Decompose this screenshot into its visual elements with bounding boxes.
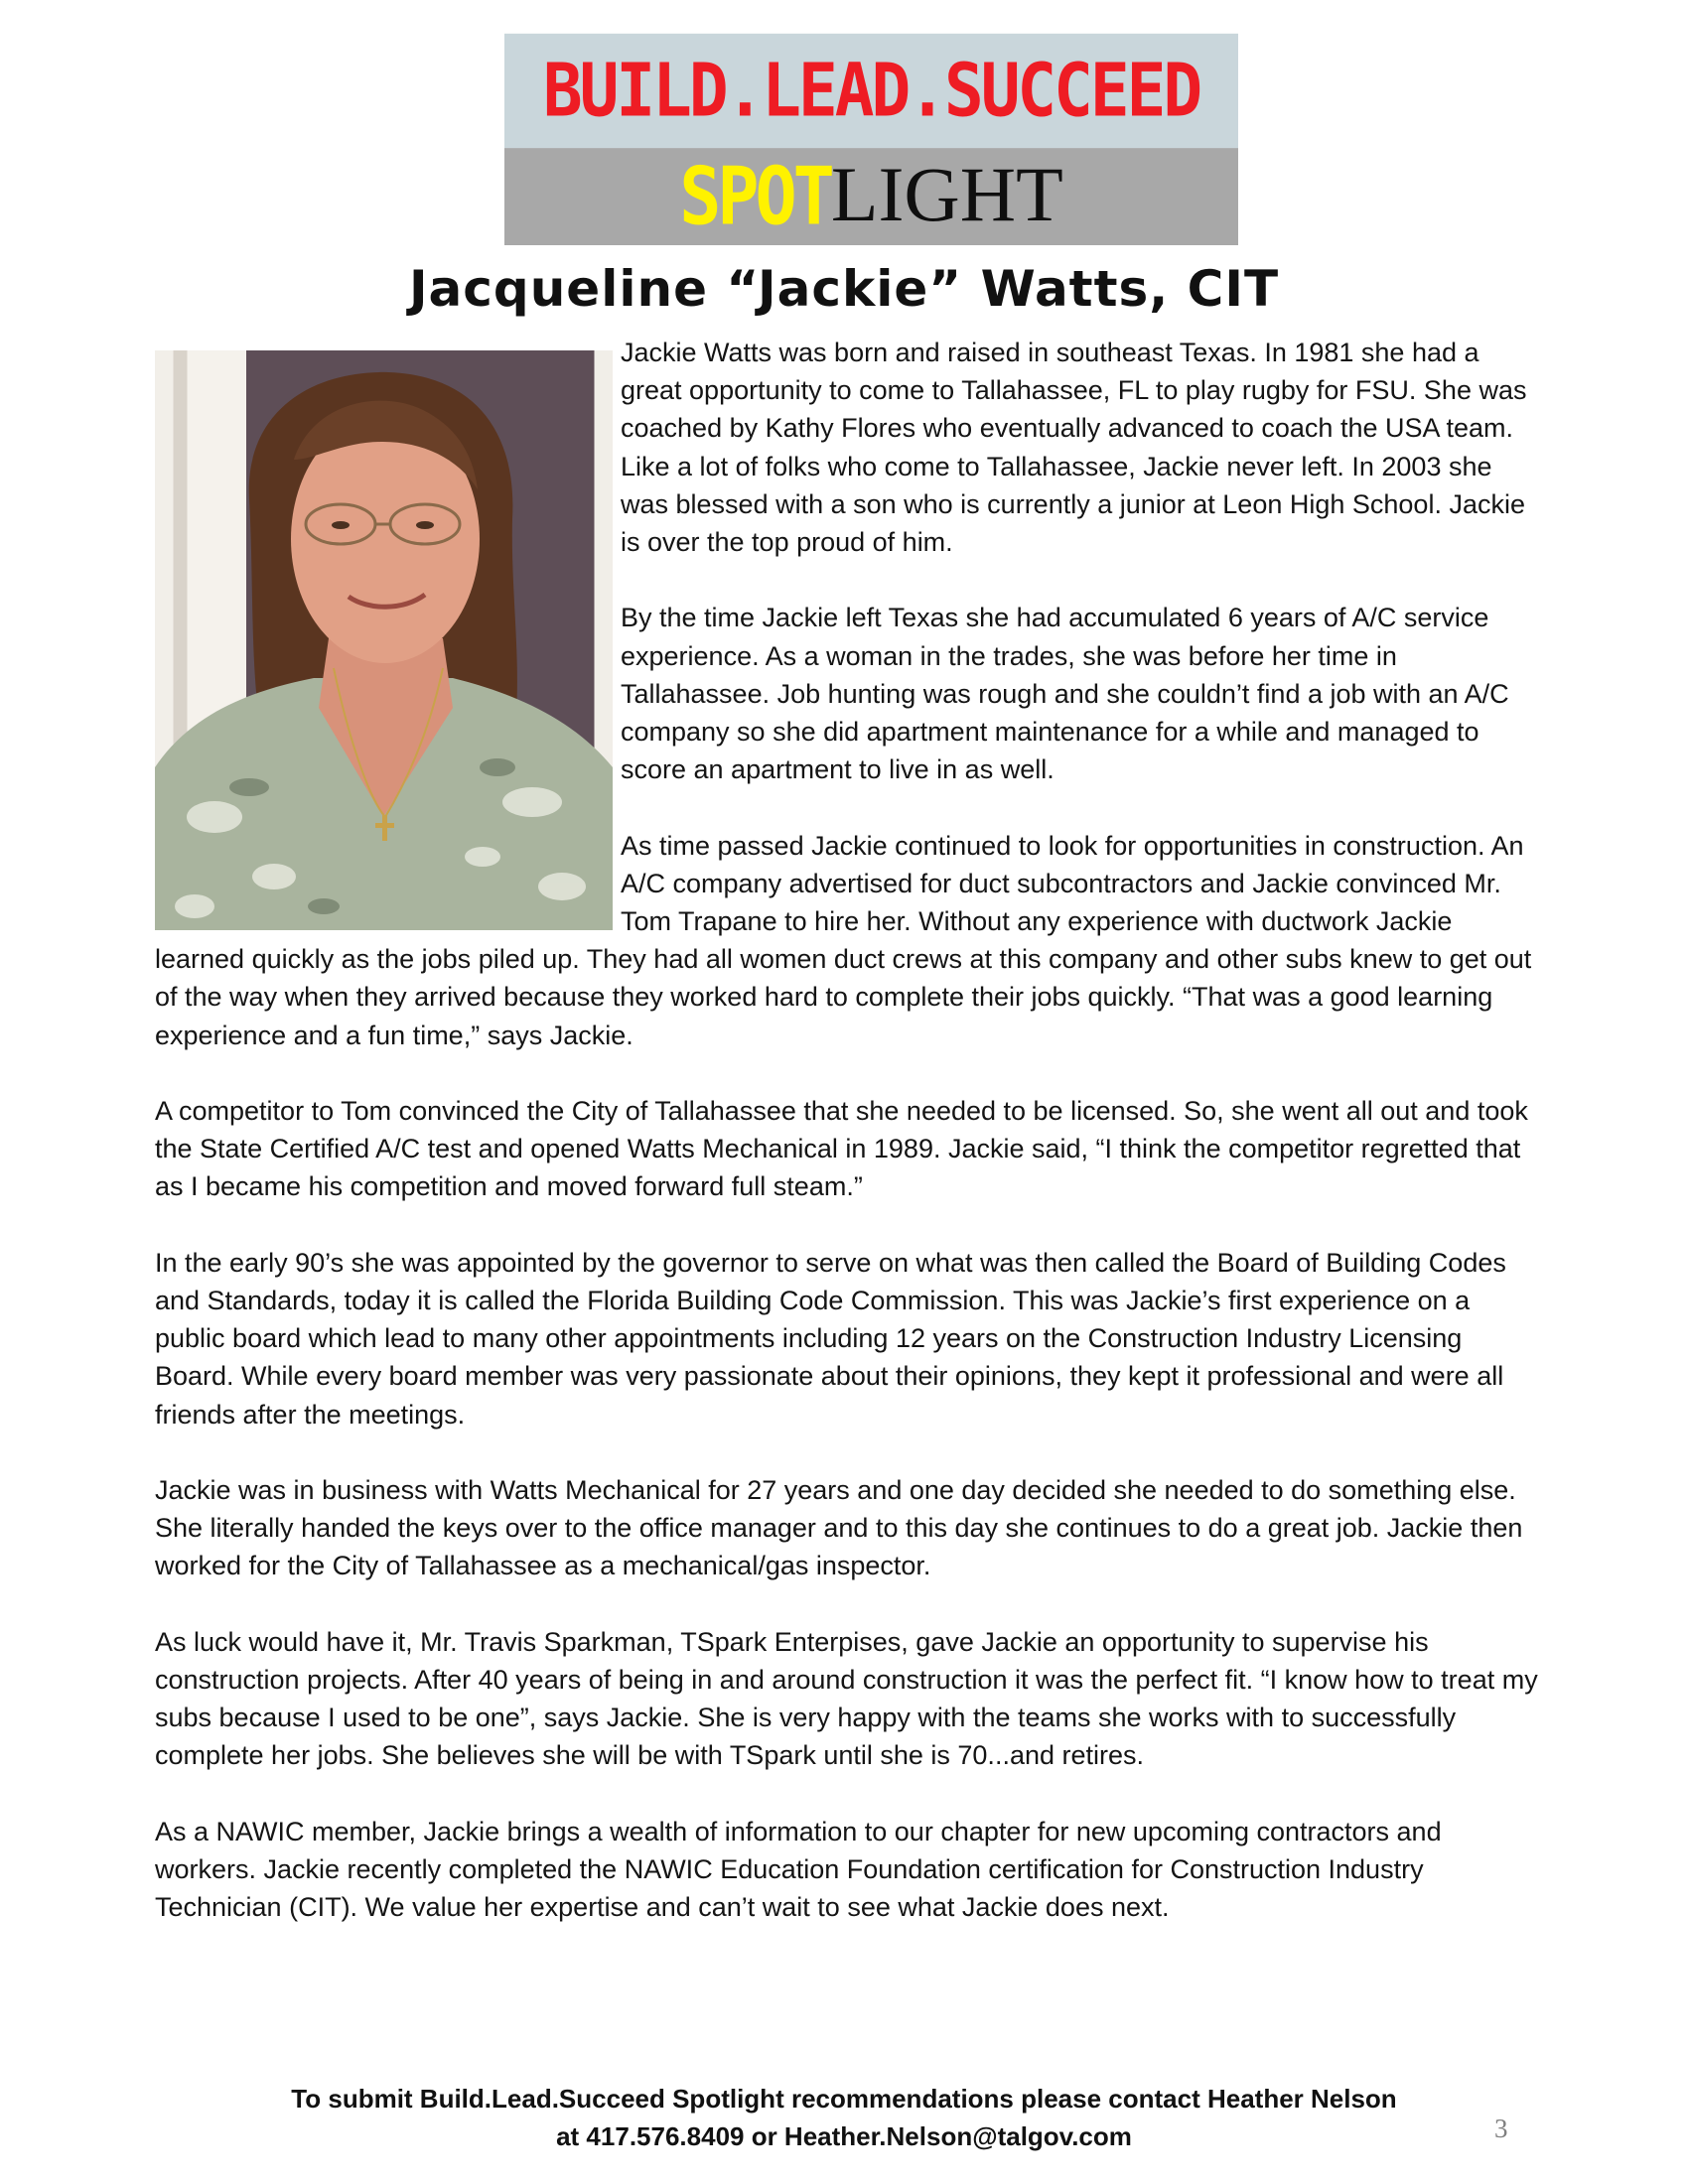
banner-light-word: LIGHT <box>830 151 1063 237</box>
spotlight-banner <box>504 40 1238 245</box>
paragraph: A competitor to Tom convinced the City of Tallahassee that she needed to be licensed. So, she went all out and took the State Certified A/C test and opened Watts Mechanical in 1989. Jackie said, “I think the competitor regretted that as I became his competition and moved forward full steam.” <box>155 1096 1528 1202</box>
paragraph: By the time Jackie left Texas she had accumulated 6 years of A/C service experience. As a woman in the trades, she was before her time in Tallahassee. Job hunting was rough and she couldn’t find a job with an A/C company so she did apartment maintenance for a while and managed to score an apartment to live in as well. <box>621 603 1509 785</box>
portrait-photo <box>155 350 613 930</box>
article-body <box>155 334 1541 1965</box>
paragraph: As luck would have it, Mr. Travis Sparkman, TSpark Enterpises, gave Jackie an opportunity to supervise his construction projects. After 40 years of being in and around construction it was the perfect fit. “I know how to treat my subs because I used to be one”, says Jackie. She is very happy with the teams she works with to successfully complete her jobs. She believes she will be with TSpark until she is 70...and retires. <box>155 1626 1538 1771</box>
paragraph: As time passed Jackie continued to look for opportunities in construction. An A/C company advertised for duct subcontractors and Jackie convinced Mr. Tom Trapane to hire her. Without any experience with ductwork Jackie learned quickly as the jobs piled up. They had all women duct crews at this company and other subs knew to get out of the way when they arrived because they worked hard to complete their jobs quickly. “That was a good learning experience and a fun time,” says Jackie. <box>155 830 1532 1050</box>
profile-title: Jacqueline “Jackie” Watts, CIT <box>408 260 1280 318</box>
portrait-illustration <box>155 350 613 930</box>
page-number: 3 <box>1494 2114 1508 2143</box>
footer-line-1: To submit Build.Lead.Succeed Spotlight recommendations please contact Heather Nelson <box>291 2084 1397 2114</box>
paragraph: In the early 90’s she was appointed by the governor to serve on what was then called the Board of Building Codes and Standards, today it is called the Florida Building Code Commission. This was Jackie’s first experience on a public board which lead to many other appointments including 12 years on the Construction Industry Licensing Board. While every board member was very passionate about their opinions, they kept it professional and were all friends after the meetings. <box>155 1247 1506 1430</box>
paragraph: Jackie Watts was born and raised in southeast Texas. In 1981 she had a great opportunity to come to Tallahassee, FL to play rugby for FSU. She was coached by Kathy Flores who eventually advanced to coach the USA team. Like a lot of folks who come to Tallahassee, Jackie never left. In 2003 she was blessed with a son who is currently a junior at Leon High School. Jackie is over the top proud of him. <box>621 338 1527 558</box>
footer-line-2: at 417.576.8409 or Heather.Nelson@talgov.com <box>556 2121 1132 2151</box>
banner-subtitle <box>504 142 1238 245</box>
banner-spot-word: SPOT <box>679 149 831 244</box>
banner-title: BUILD.LEAD.SUCCEED <box>504 34 1238 148</box>
contact-footer <box>0 2080 1688 2155</box>
paragraph: As a NAWIC member, Jackie brings a wealth of information to our chapter for new upcoming contractors and workers. Jackie recently completed the NAWIC Education Foundation certification for Construction Industry Technician (CIT). We value her expertise and can’t wait to see what Jackie does next. <box>155 1816 1442 1923</box>
paragraph: Jackie was in business with Watts Mechanical for 27 years and one day decided she needed to do something else. She literally handed the keys over to the office manager and to this day she continues to do a great job. Jackie then worked for the City of Tallahassee as a mechanical/gas inspector. <box>155 1475 1523 1581</box>
